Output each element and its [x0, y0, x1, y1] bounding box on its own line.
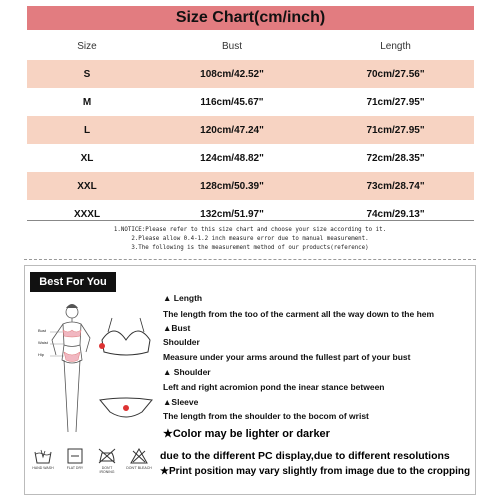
- cell-bust: 124cm/48.82": [200, 152, 264, 164]
- cell-length: 74cm/29.13": [366, 208, 425, 220]
- table-divider: [27, 220, 474, 221]
- instruction-line: The length from the shoulder to the bocom of wrist: [163, 411, 369, 421]
- table-row: [27, 116, 474, 144]
- care-label: HAND WASH: [32, 466, 54, 470]
- header-size: Size: [77, 40, 97, 52]
- cell-bust: 120cm/47.24": [200, 124, 264, 136]
- cell-bust: 108cm/42.52": [200, 68, 264, 80]
- cell-length: 70cm/27.56": [366, 68, 425, 80]
- care-item: [126, 448, 152, 470]
- instruction-line: Measure under your arms around the fullest part of your bust: [163, 352, 411, 362]
- size-chart-title: Size Chart(cm/inch): [27, 6, 474, 30]
- header-bust: Bust: [221, 40, 242, 52]
- display-note: due to the different PC display,due to different resolutions: [160, 450, 450, 462]
- cell-size: XXL: [77, 180, 97, 192]
- figure-label-bust: Bust: [38, 328, 47, 333]
- cell-length: 71cm/27.95": [366, 96, 425, 108]
- cell-bust: 128cm/50.39": [200, 180, 264, 192]
- instruction-line: ▲Bust: [163, 323, 191, 333]
- measurement-figure: [30, 300, 160, 450]
- notice-block: [0, 226, 500, 253]
- care-item: [62, 448, 88, 470]
- print-note: ★Print position may vary slightly from image due to the cropping: [160, 466, 471, 477]
- table-row: [27, 200, 474, 228]
- size-table: [27, 32, 474, 228]
- instruction-line: Shoulder: [163, 337, 200, 347]
- best-for-you-tag: Best For You: [30, 272, 116, 292]
- care-item: [94, 448, 120, 474]
- instruction-line: ▲ Shoulder: [163, 367, 211, 377]
- color-note: ★Color may be lighter or darker: [163, 428, 330, 440]
- instruction-line: ▲ Length: [163, 293, 203, 303]
- do-not-bleach-icon: [130, 448, 148, 464]
- table-row: [27, 144, 474, 172]
- instruction-line: Left and right acromion pond the inear stance between: [163, 382, 385, 392]
- table-header-row: [27, 32, 474, 60]
- cell-length: 71cm/27.95": [366, 124, 425, 136]
- care-label: DON'T BLEACH: [126, 466, 152, 470]
- table-row: [27, 172, 474, 200]
- cell-size: S: [83, 68, 91, 80]
- care-item: [30, 448, 56, 470]
- table-row: [27, 60, 474, 88]
- cell-length: 72cm/28.35": [366, 152, 425, 164]
- body-illustration: [30, 300, 160, 450]
- care-label: DON'T IRONING: [99, 466, 115, 474]
- care-label: FLAT DRY: [66, 466, 84, 470]
- figure-label-waist: Waist: [38, 340, 48, 345]
- notice-line: 3.The following is the measurement method of our products(reference): [131, 245, 369, 251]
- figure-label-hip: Hip: [38, 352, 45, 357]
- flat-dry-icon: [66, 448, 84, 464]
- notice-line: 1.NOTICE:Please refer to this size chart and choose your size according to it.: [113, 227, 387, 233]
- cell-bust: 116cm/45.67": [200, 96, 264, 108]
- dashed-divider: [24, 259, 476, 260]
- instruction-line: ▲Sleeve: [163, 397, 199, 407]
- header-length: Length: [380, 40, 411, 52]
- cell-length: 73cm/28.74": [366, 180, 425, 192]
- instruction-line: The length from the too of the carment all the way down to the hem: [163, 309, 435, 319]
- cell-size: XL: [80, 152, 94, 164]
- notice-line: 2.Please allow 0.4-1.2 inch measure error due to manual measurement.: [131, 236, 369, 242]
- cell-size: L: [83, 124, 91, 136]
- table-row: [27, 88, 474, 116]
- do-not-iron-icon: [98, 448, 116, 464]
- cell-size: XXXL: [73, 208, 101, 220]
- cell-size: M: [82, 96, 92, 108]
- cell-bust: 132cm/51.97": [200, 208, 264, 220]
- hand-wash-icon: [34, 448, 52, 464]
